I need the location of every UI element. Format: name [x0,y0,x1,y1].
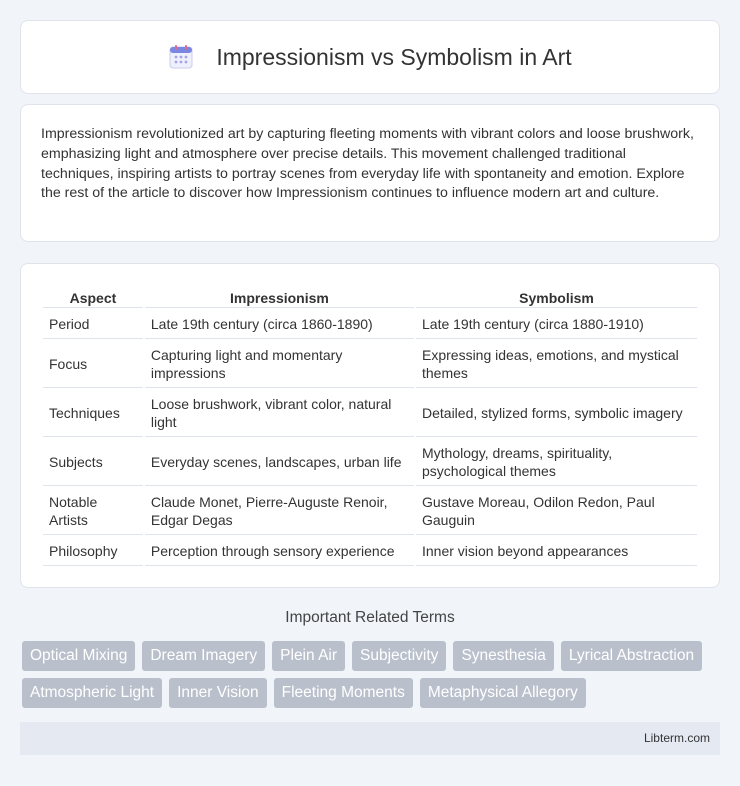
table-cell: Techniques [43,390,143,437]
header-card [20,20,720,94]
table-row [43,341,697,388]
intro-text: Impressionism revolutionized art by capturing fleeting moments with vibrant colors and loose brushwork, emphasizing light and atmosphere over precise details. This movement challenged traditional techniques, inspiring artists to portray scenes from everyday life with spontaneity and emotion. Explore the rest of the article to discover how Impressionism continues to influence modern art and culture. [41,126,694,202]
table-cell: Perception through sensory experience [145,537,414,566]
comparison-table [41,284,699,568]
table-cell: Philosophy [43,537,143,566]
table-cell: Subjects [43,439,143,486]
calendar-icon [168,44,194,70]
term-tag[interactable]: Plein Air [272,641,345,671]
table-row [43,537,697,566]
related-terms-list [22,641,722,708]
table-cell: Detailed, stylized forms, symbolic imagery [416,390,697,437]
column-header: Symbolism [416,286,697,308]
footer-site-link[interactable]: Libterm.com [643,731,710,745]
table-row [43,310,697,339]
table-cell: Late 19th century (circa 1880-1910) [416,310,697,339]
table-cell: Claude Monet, Pierre-Auguste Renoir, Edgar Degas [145,488,414,535]
intro-card [20,104,720,242]
table-cell: Loose brushwork, vibrant color, natural light [145,390,414,437]
comparison-table-card [20,263,720,588]
column-header: Impressionism [145,286,414,308]
table-cell: Mythology, dreams, spirituality, psychological themes [416,439,697,486]
page-title: Impressionism vs Symbolism in Art [216,43,572,70]
term-tag[interactable]: Dream Imagery [142,641,265,671]
table-row [43,390,697,437]
table-cell: Capturing light and momentary impressions [145,341,414,388]
term-tag[interactable]: Inner Vision [169,678,267,708]
column-header: Aspect [43,286,143,308]
table-cell: Inner vision beyond appearances [416,537,697,566]
table-cell: Focus [43,341,143,388]
term-tag[interactable]: Subjectivity [352,641,446,671]
table-cell: Gustave Moreau, Odilon Redon, Paul Gauguin [416,488,697,535]
table-row [43,439,697,486]
term-tag[interactable]: Fleeting Moments [274,678,413,708]
footer [20,722,720,755]
term-tag[interactable]: Atmospheric Light [22,678,162,708]
table-header-row [43,286,697,308]
term-tag[interactable]: Optical Mixing [22,641,135,671]
term-tag[interactable]: Metaphysical Allegory [420,678,586,708]
table-cell: Late 19th century (circa 1860-1890) [145,310,414,339]
table-cell: Everyday scenes, landscapes, urban life [145,439,414,486]
term-tag[interactable]: Lyrical Abstraction [561,641,702,671]
table-cell: Notable Artists [43,488,143,535]
table-row [43,488,697,535]
table-cell: Expressing ideas, emotions, and mystical themes [416,341,697,388]
table-cell: Period [43,310,143,339]
term-tag[interactable]: Synesthesia [453,641,553,671]
related-terms-title: Important Related Terms [285,609,455,626]
